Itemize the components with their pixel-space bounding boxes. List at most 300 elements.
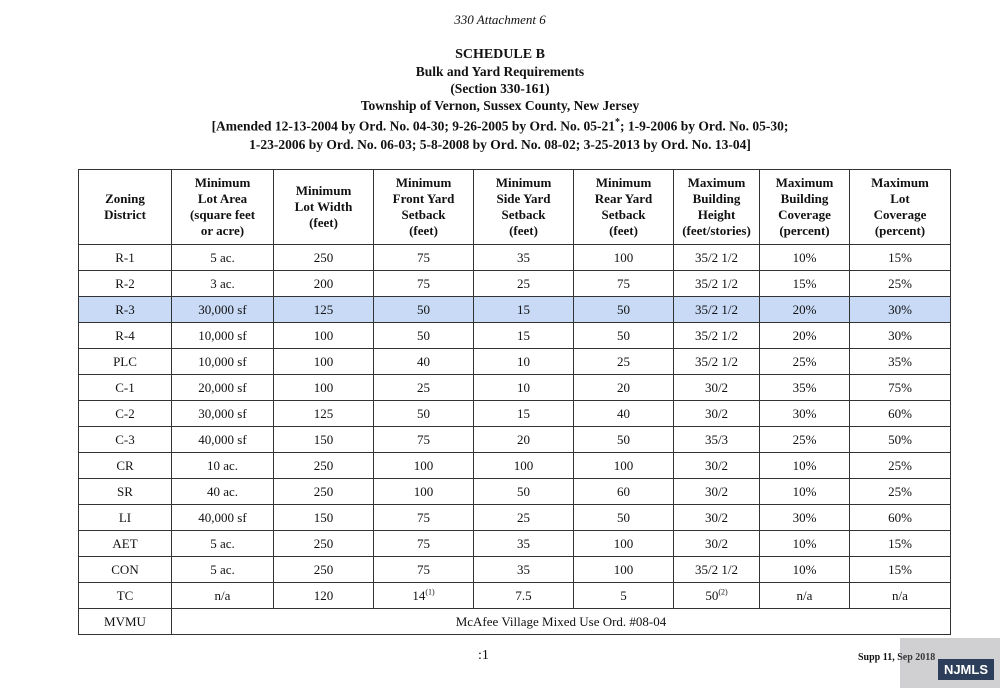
cell-value: 20 — [517, 431, 530, 447]
cell-value: 50 — [617, 301, 630, 317]
table-cell — [172, 557, 274, 583]
cell-value: 30/2 — [704, 509, 729, 525]
cell-value: PLC — [113, 353, 137, 369]
table-cell — [172, 453, 274, 479]
cell-value: 35/2 1/2 — [695, 301, 738, 317]
column-header-line: (feet) — [609, 223, 638, 238]
cell-value: 25 — [517, 275, 530, 291]
mls-watermark — [900, 638, 1000, 688]
column-header — [674, 170, 760, 245]
cell-value: 7.5 — [515, 587, 532, 603]
column-header-line: Maximum — [687, 175, 746, 190]
cell-value: 10% — [792, 483, 817, 499]
column-header-line: or acre) — [200, 223, 245, 238]
cell-value: 35/2 1/2 — [695, 275, 738, 291]
table-cell — [374, 245, 474, 271]
cell-value: 50 — [417, 301, 430, 317]
amendment-line-1 — [0, 114, 1000, 136]
table-cell — [274, 453, 374, 479]
cell-value: 3 ac. — [210, 275, 235, 291]
column-header-line: Minimum — [395, 175, 452, 190]
cell-value: 250 — [313, 483, 334, 499]
table-cell — [760, 583, 850, 609]
table-cell — [850, 427, 951, 453]
column-header-line: Minimum — [194, 175, 251, 190]
cell-value: 35 — [517, 561, 530, 577]
column-header — [274, 170, 374, 245]
table-cell — [274, 323, 374, 349]
cell-value: 250 — [313, 561, 334, 577]
table-cell: MVMU — [79, 609, 172, 635]
cell-value: 250 — [313, 535, 334, 551]
attachment-label: 330 Attachment 6 — [454, 12, 546, 27]
column-header-line: (feet/stories) — [682, 223, 751, 238]
cell-value: 35% — [888, 353, 912, 369]
table-cell — [374, 375, 474, 401]
table-cell — [79, 375, 172, 401]
table-cell — [172, 375, 274, 401]
cell-value: 25 — [417, 379, 430, 395]
cell-value: 14 — [412, 587, 426, 603]
cell-value: 20,000 sf — [198, 379, 247, 395]
table-cell — [79, 479, 172, 505]
table-row — [79, 531, 951, 557]
column-header-line: Building — [692, 191, 741, 206]
cell-value: 10,000 sf — [198, 353, 247, 369]
table-cell — [474, 427, 574, 453]
supplement-note: Supp 11, Sep 2018 — [858, 652, 936, 663]
table-cell — [760, 531, 850, 557]
cell-value: 40 — [417, 353, 430, 369]
table-cell — [760, 323, 850, 349]
table-cell — [274, 245, 374, 271]
table-cell — [574, 505, 674, 531]
table-cell — [760, 401, 850, 427]
cell-value: 30% — [888, 301, 912, 317]
cell-value: 200 — [313, 275, 334, 291]
table-cell — [79, 453, 172, 479]
cell-value: 125 — [313, 405, 334, 421]
table-cell — [374, 557, 474, 583]
table-cell — [850, 401, 951, 427]
table-cell — [574, 297, 674, 323]
cell-value: 30/2 — [704, 535, 729, 551]
column-header-line: Rear Yard — [594, 191, 653, 206]
cell-value: LI — [118, 509, 132, 525]
table-cell — [274, 349, 374, 375]
table-cell — [760, 349, 850, 375]
cell-value: 75 — [417, 431, 430, 447]
cell-value: 25% — [888, 483, 912, 499]
table-cell — [79, 323, 172, 349]
cell-value: 100 — [413, 457, 434, 473]
cell-value: 60% — [888, 509, 912, 525]
cell-value: 30,000 sf — [198, 405, 247, 421]
schedule-title: SCHEDULE B — [455, 47, 545, 62]
table-cell — [474, 349, 574, 375]
table-cell — [79, 531, 172, 557]
column-header-line: Lot Area — [197, 191, 248, 206]
cell-value: 50 — [617, 431, 630, 447]
table-cell — [674, 531, 760, 557]
table-cell — [274, 583, 374, 609]
table-cell — [79, 427, 172, 453]
table-cell — [172, 479, 274, 505]
amendment-line-1-b: ; 1-9-2006 by Ord. No. 05-30; — [620, 118, 789, 134]
table-cell — [674, 271, 760, 297]
table-cell — [172, 427, 274, 453]
column-header — [374, 170, 474, 245]
column-header — [760, 170, 850, 245]
bulk-requirements-table — [78, 169, 951, 635]
table-cell — [79, 297, 172, 323]
column-header-line: Coverage — [778, 207, 831, 222]
table-cell — [274, 375, 374, 401]
table-cell — [760, 557, 850, 583]
column-header-line: Setback — [401, 207, 446, 222]
cell-value: 100 — [613, 249, 634, 265]
table-cell — [274, 401, 374, 427]
table-cell — [274, 427, 374, 453]
table-row — [79, 271, 951, 297]
cell-value: 15 — [517, 405, 530, 421]
cell-value: 30% — [792, 405, 817, 421]
cell-value: 35/2 1/2 — [695, 561, 738, 577]
cell-value: 150 — [313, 509, 334, 525]
table-cell — [474, 297, 574, 323]
cell-value: 35/2 1/2 — [695, 353, 738, 369]
table-cell — [760, 479, 850, 505]
table-cell — [850, 453, 951, 479]
column-header-line: (feet) — [409, 223, 438, 238]
amendment-asterisk: * — [615, 117, 621, 128]
table-cell — [374, 583, 474, 609]
cell-value: CON — [111, 561, 139, 577]
footnote-mark: (2) — [718, 587, 728, 597]
cell-value: 10% — [792, 535, 817, 551]
table-cell — [474, 245, 574, 271]
cell-value: 15 — [517, 327, 530, 343]
document-heading — [0, 46, 1000, 154]
cell-value: 75 — [417, 509, 430, 525]
cell-value: 60% — [888, 405, 912, 421]
table-cell — [374, 453, 474, 479]
table-cell — [474, 401, 574, 427]
table-cell — [574, 401, 674, 427]
cell-value: AET — [112, 535, 138, 551]
cell-value: 10% — [792, 457, 817, 473]
column-header-line: District — [104, 207, 146, 222]
cell-value: 10,000 sf — [198, 327, 247, 343]
amendment-line-1-a: [Amended 12-13-2004 by Ord. No. 04-30; 9-26-2005 by Ord. No. 05-21 — [211, 118, 616, 134]
table-cell — [760, 453, 850, 479]
table-cell — [574, 557, 674, 583]
table-cell — [172, 349, 274, 375]
cell-value: 35/2 1/2 — [695, 327, 738, 343]
table-body — [79, 245, 951, 635]
cell-value: 25 — [617, 353, 630, 369]
table-cell — [172, 531, 274, 557]
table-cell — [374, 479, 474, 505]
table-cell — [674, 323, 760, 349]
table-cell — [474, 271, 574, 297]
table-row-mvmu — [79, 609, 951, 635]
table-cell — [474, 531, 574, 557]
table-cell — [850, 557, 951, 583]
column-header-line: Coverage — [873, 207, 927, 222]
table-cell — [850, 531, 951, 557]
table-cell — [574, 245, 674, 271]
table-row — [79, 375, 951, 401]
table-cell — [79, 505, 172, 531]
cell-value: 25% — [888, 457, 912, 473]
table-cell — [674, 505, 760, 531]
footnote-mark: (1) — [425, 587, 435, 597]
table-cell — [374, 505, 474, 531]
column-header-line: Lot Width — [294, 199, 353, 214]
table-cell — [574, 427, 674, 453]
cell-value: 75 — [417, 275, 430, 291]
schedule-subtitle: Bulk and Yard Requirements — [415, 64, 585, 79]
table-cell — [850, 375, 951, 401]
table-cell — [79, 271, 172, 297]
table-cell — [674, 453, 760, 479]
cell-value: 100 — [413, 483, 434, 499]
column-header-line: (percent) — [779, 223, 830, 238]
cell-value: 50 — [617, 327, 630, 343]
cell-value: 15% — [888, 535, 912, 551]
cell-value: C-2 — [115, 405, 135, 421]
cell-value: C-3 — [115, 431, 135, 447]
table-cell-span: McAfee Village Mixed Use Ord. #08-04 — [172, 609, 951, 635]
column-header-line: Zoning — [105, 191, 145, 206]
table-cell — [474, 375, 574, 401]
cell-value: 35 — [517, 249, 530, 265]
table-row — [79, 401, 951, 427]
column-header-line: (percent) — [874, 223, 926, 238]
table-cell — [274, 505, 374, 531]
cell-value: 30% — [888, 327, 912, 343]
cell-value: 40 ac. — [206, 483, 239, 499]
column-header-line: Height — [697, 207, 736, 222]
column-header-line: Setback — [601, 207, 646, 222]
cell-value: 10% — [792, 561, 817, 577]
table-row — [79, 427, 951, 453]
table-cell — [674, 479, 760, 505]
cell-value: 30,000 sf — [198, 301, 247, 317]
table-cell — [674, 245, 760, 271]
table-cell — [474, 557, 574, 583]
cell-value: SR — [117, 483, 133, 499]
cell-value: 150 — [313, 431, 334, 447]
table-cell — [574, 323, 674, 349]
njmls-logo: NJMLS — [938, 659, 994, 680]
column-header-line: Minimum — [595, 175, 652, 190]
column-header-line: (feet) — [309, 215, 338, 230]
cell-value: 30/2 — [704, 457, 729, 473]
table-cell — [850, 349, 951, 375]
cell-value: 15% — [888, 561, 912, 577]
table-cell — [374, 401, 474, 427]
amendment-line-2: 1-23-2006 by Ord. No. 06-03; 5-8-2008 by Ord. No. 08-02; 3-25-2013 by Ord. No. 13-04] — [249, 136, 751, 152]
cell-value: 20% — [792, 301, 817, 317]
cell-value: C-1 — [115, 379, 135, 395]
table-row — [79, 349, 951, 375]
column-header-line: Setback — [501, 207, 546, 222]
cell-value: 100 — [613, 561, 634, 577]
cell-value: n/a — [796, 587, 813, 603]
column-header-line: Maximum — [775, 175, 834, 190]
table-cell — [172, 271, 274, 297]
table-cell — [574, 479, 674, 505]
column-header-line: Minimum — [295, 183, 352, 198]
table-cell — [274, 297, 374, 323]
table-cell — [172, 297, 274, 323]
table-cell — [674, 375, 760, 401]
table-cell — [674, 427, 760, 453]
table-cell — [474, 323, 574, 349]
cell-value: 50 — [617, 509, 630, 525]
table-cell — [850, 323, 951, 349]
table-cell — [79, 557, 172, 583]
column-header — [574, 170, 674, 245]
cell-value: 10 ac. — [206, 457, 239, 473]
cell-value: 35/2 1/2 — [695, 249, 738, 265]
cell-value: 30/2 — [704, 379, 729, 395]
cell-value: 20% — [792, 327, 817, 343]
cell-value: 35/3 — [704, 431, 729, 447]
table-cell — [79, 401, 172, 427]
column-header-line: Front Yard — [392, 191, 455, 206]
column-header — [172, 170, 274, 245]
cell-value: R-3 — [115, 301, 135, 317]
cell-value: 10% — [792, 249, 817, 265]
cell-value: 250 — [313, 249, 334, 265]
cell-value: 100 — [313, 327, 334, 343]
table-cell — [274, 271, 374, 297]
table-cell — [674, 349, 760, 375]
cell-value: R-4 — [115, 327, 135, 343]
column-header — [850, 170, 951, 245]
table-cell — [574, 453, 674, 479]
table-cell — [760, 245, 850, 271]
cell-value: 75 — [417, 535, 430, 551]
table-header-row — [79, 170, 951, 245]
cell-value: 30/2 — [704, 405, 729, 421]
table-row — [79, 505, 951, 531]
column-header — [474, 170, 574, 245]
cell-value: 60 — [617, 483, 630, 499]
table-cell — [850, 245, 951, 271]
table-cell — [172, 583, 274, 609]
cell-value: 15 — [517, 301, 530, 317]
table-cell — [850, 583, 951, 609]
table-cell — [760, 427, 850, 453]
table-cell — [374, 271, 474, 297]
table-row — [79, 583, 951, 609]
cell-value: 50 — [517, 483, 530, 499]
column-header-line: Maximum — [871, 175, 929, 190]
table-cell — [674, 583, 760, 609]
cell-value: 5 ac. — [210, 249, 235, 265]
cell-value: 50% — [888, 431, 912, 447]
table-cell — [374, 323, 474, 349]
cell-value: 10 — [517, 353, 530, 369]
cell-value: 250 — [313, 457, 334, 473]
table-row — [79, 453, 951, 479]
cell-value: 40 — [617, 405, 630, 421]
cell-value: 100 — [313, 353, 334, 369]
cell-value: 5 ac. — [210, 535, 235, 551]
table-cell — [474, 479, 574, 505]
cell-value: 40,000 sf — [198, 509, 247, 525]
table-cell — [574, 531, 674, 557]
table-cell — [674, 401, 760, 427]
table-cell — [674, 557, 760, 583]
cell-value: 75 — [617, 275, 630, 291]
table-row — [79, 323, 951, 349]
cell-value: 35 — [517, 535, 530, 551]
cell-value: 120 — [313, 587, 334, 603]
table-cell — [474, 583, 574, 609]
table-cell — [274, 479, 374, 505]
cell-value: 125 — [313, 301, 334, 317]
table-cell — [374, 531, 474, 557]
table-cell — [374, 349, 474, 375]
cell-value: 50 — [417, 327, 430, 343]
table-cell — [850, 479, 951, 505]
table-cell — [760, 297, 850, 323]
cell-value: 100 — [313, 379, 334, 395]
cell-value: 25 — [517, 509, 530, 525]
cell-value: 15% — [792, 275, 817, 291]
cell-value: 10 — [517, 379, 530, 395]
table-cell — [850, 297, 951, 323]
cell-value: TC — [116, 587, 134, 603]
table-cell — [574, 583, 674, 609]
cell-value: R-2 — [115, 275, 135, 291]
table-cell — [172, 323, 274, 349]
column-header-line: (feet) — [509, 223, 538, 238]
cell-value: 50 — [417, 405, 430, 421]
table-cell — [574, 349, 674, 375]
table-cell — [172, 245, 274, 271]
table-cell — [760, 271, 850, 297]
cell-value: 75 — [417, 561, 430, 577]
cell-value: 100 — [513, 457, 534, 473]
table-cell — [79, 245, 172, 271]
column-header-line: Building — [780, 191, 829, 206]
cell-value: 5 — [620, 587, 627, 603]
table-cell — [274, 531, 374, 557]
cell-value: 100 — [613, 535, 634, 551]
cell-value: 25% — [792, 431, 817, 447]
table-cell — [850, 271, 951, 297]
cell-value: 40,000 sf — [198, 431, 247, 447]
table-cell — [374, 427, 474, 453]
column-header-line: Lot — [890, 191, 910, 206]
cell-value: R-1 — [115, 249, 135, 265]
table-row — [79, 557, 951, 583]
cell-value: n/a — [214, 587, 231, 603]
cell-value: 30% — [792, 509, 817, 525]
table-row — [79, 245, 951, 271]
table-cell — [760, 375, 850, 401]
column-header — [79, 170, 172, 245]
table-cell — [172, 401, 274, 427]
cell-value: 35% — [792, 379, 817, 395]
column-header-line: Minimum — [495, 175, 552, 190]
